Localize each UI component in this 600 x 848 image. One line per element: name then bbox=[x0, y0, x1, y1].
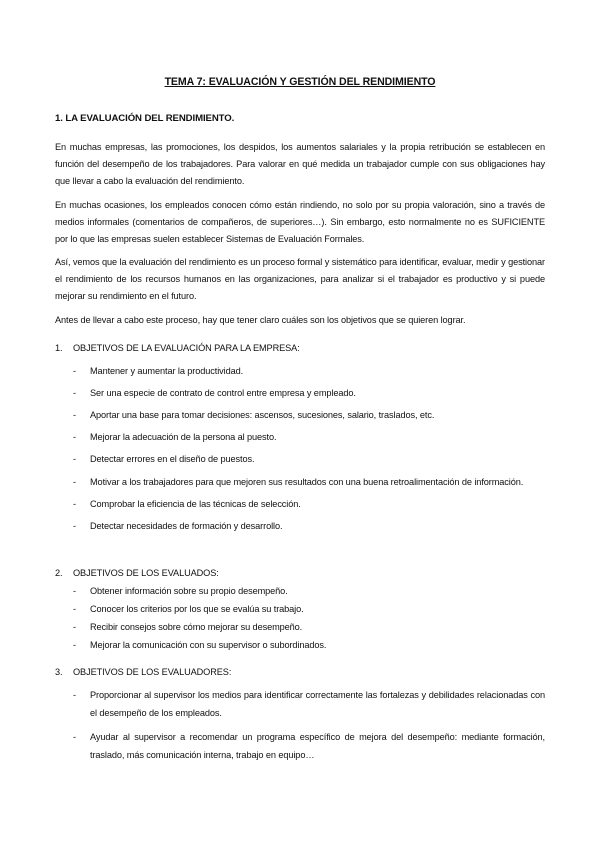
bullet-dash: - bbox=[73, 640, 76, 650]
bullet-dash: - bbox=[73, 432, 76, 442]
objectives-number: 1. bbox=[55, 343, 63, 353]
list-item-text: Conocer los criterios por los que se evalúa su trabajo. bbox=[90, 604, 304, 614]
bullet-dash: - bbox=[73, 366, 76, 376]
list-item-text: Motivar a los trabajadores para que mejoren sus resultados con una buena retroalimentación de información. bbox=[90, 477, 524, 487]
objectives-number: 3. bbox=[55, 667, 63, 677]
bullet-dash: - bbox=[73, 521, 76, 531]
bullet-dash: - bbox=[73, 454, 76, 464]
objectives-company-heading bbox=[55, 343, 300, 353]
list-item bbox=[73, 686, 545, 722]
list-item bbox=[73, 452, 545, 466]
paragraph-informal: En muchas ocasiones, los empleados conocen cómo están rindiendo, no solo por su propia valoración, sino a través de medios informales (comentarios de compañeros, de superiores…). Sin embargo, esto normalmente no es SUFICIENTE por lo que las empresas suelen establecer Sistemas de Evaluación Formales. bbox=[55, 200, 545, 244]
list-item bbox=[73, 364, 545, 378]
list-item-text: Recibir consejos sobre cómo mejorar su desempeño. bbox=[90, 622, 303, 632]
list-item bbox=[73, 602, 545, 616]
list-item-text: Mejorar la adecuación de la persona al puesto. bbox=[90, 432, 277, 442]
bullet-dash: - bbox=[73, 732, 76, 742]
list-item-text: Ayudar al supervisor a recomendar un programa específico de mejora del desempeño: mediante formación, traslado, más comunicación interna, trabajo en equipo… bbox=[90, 732, 545, 760]
section-heading: 1. LA EVALUACIÓN DEL RENDIMIENTO. bbox=[55, 113, 235, 124]
list-item bbox=[73, 408, 545, 422]
paragraph-definition: Así, vemos que la evaluación del rendimiento es un proceso formal y sistemático para identificar, evaluar, medir y gestionar el rendimiento de los recursos humanos en las organizaciones, para analizar si el trabajador es productivo y si puede mejorar su rendimiento en el futuro. bbox=[55, 257, 545, 301]
list-item-text: Mantener y aumentar la productividad. bbox=[90, 366, 244, 376]
list-item-text: Aportar una base para tomar decisiones: ascensos, sucesiones, salario, traslados, etc. bbox=[90, 410, 435, 420]
objectives-evaluated-heading bbox=[55, 568, 219, 578]
bullet-dash: - bbox=[73, 477, 76, 487]
bullet-dash: - bbox=[73, 690, 76, 700]
objectives-evaluators-list bbox=[73, 683, 545, 764]
bullet-dash: - bbox=[73, 622, 76, 632]
bullet-dash: - bbox=[73, 388, 76, 398]
list-item-text: Mejorar la comunicación con su supervisor o subordinados. bbox=[90, 640, 327, 650]
bullet-dash: - bbox=[73, 586, 76, 596]
list-item bbox=[73, 430, 545, 444]
objectives-heading-text: OBJETIVOS DE LOS EVALUADOS: bbox=[73, 568, 219, 578]
list-item-text: Detectar errores en el diseño de puestos. bbox=[90, 454, 255, 464]
list-item bbox=[73, 620, 545, 634]
list-item bbox=[73, 728, 545, 764]
list-item bbox=[73, 519, 545, 533]
list-item bbox=[73, 474, 545, 490]
paragraph-objectives-intro: Antes de llevar a cabo este proceso, hay que tener claro cuáles son los objetivos que se quieren lograr. bbox=[55, 315, 466, 325]
list-item-text: Comprobar la eficiencia de las técnicas de selección. bbox=[90, 499, 301, 509]
bullet-dash: - bbox=[73, 410, 76, 420]
objectives-evaluated-list bbox=[73, 583, 545, 652]
objectives-evaluators-heading bbox=[55, 667, 231, 677]
objectives-number: 2. bbox=[55, 568, 63, 578]
document-title: TEMA 7: EVALUACIÓN Y GESTIÓN DEL RENDIMIENTO bbox=[164, 76, 436, 88]
objectives-heading-text: OBJETIVOS DE LA EVALUACIÓN PARA LA EMPRESA: bbox=[73, 343, 300, 353]
list-item bbox=[73, 497, 545, 511]
paragraph-intro: En muchas empresas, las promociones, los despidos, los aumentos salariales y la propia retribución se establecen en función del desempeño de los trabajadores. Para valorar en qué medida un trabajador cumple con sus obligaciones hay que llevar a cabo la evaluación del rendimiento. bbox=[55, 142, 545, 186]
list-item bbox=[73, 638, 545, 652]
list-item-text: Proporcionar al supervisor los medios para identificar correctamente las fortalezas y debilidades relacionadas con el desempeño de los empleados. bbox=[90, 690, 545, 718]
bullet-dash: - bbox=[73, 499, 76, 509]
bullet-dash: - bbox=[73, 604, 76, 614]
list-item-text: Detectar necesidades de formación y desarrollo. bbox=[90, 521, 283, 531]
objectives-company-list bbox=[73, 360, 545, 533]
list-item bbox=[73, 584, 545, 598]
list-item bbox=[73, 386, 545, 400]
list-item-text: Obtener información sobre su propio desempeño. bbox=[90, 586, 288, 596]
objectives-heading-text: OBJETIVOS DE LOS EVALUADORES: bbox=[73, 667, 232, 677]
list-item-text: Ser una especie de contrato de control entre empresa y empleado. bbox=[90, 388, 356, 398]
